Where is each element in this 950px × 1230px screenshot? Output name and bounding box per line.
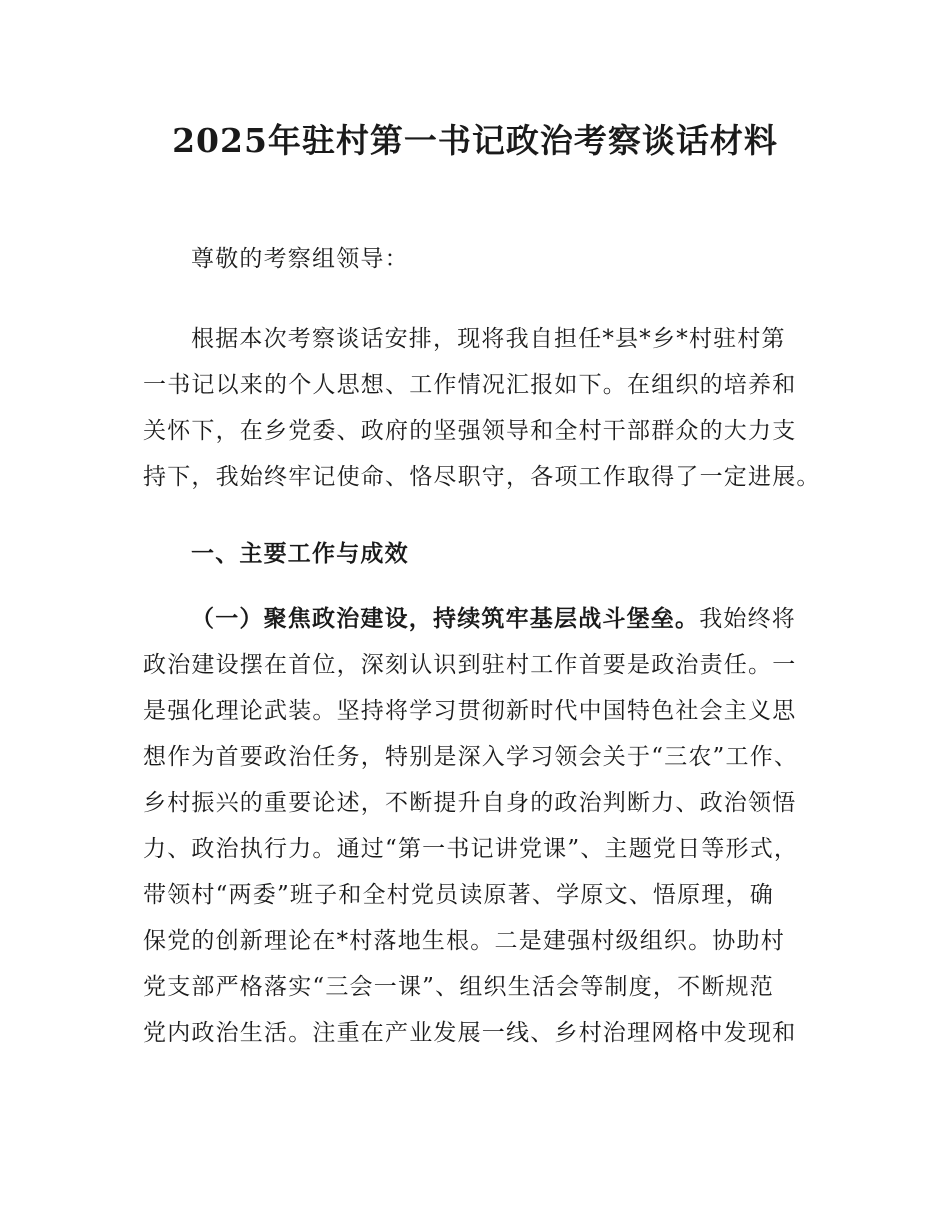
document-title: 2025年驻村第一书记政治考察谈话材料 — [172, 121, 778, 160]
subsection-paragraph — [143, 596, 833, 1056]
subsection-line: 想作为首要政治任务，特别是深入学习领会关于“三农”工作、 — [143, 744, 799, 770]
subsection-lead: （一）聚焦政治建设，持续筑牢基层战斗堡垒。 — [191, 606, 700, 632]
intro-line: 根据本次考察谈话安排，现将我自担任*县*乡*村驻村第 — [191, 326, 786, 352]
subsection-line: 力、政治执行力。通过“第一书记讲党课”、主题党日等形式， — [143, 836, 799, 862]
section-heading: 一、主要工作与成效 — [191, 541, 409, 567]
subsection-line: 带领村“两委”班子和全村党员读原著、学原文、悟原理，确 — [143, 882, 774, 908]
subsection-line: 党内政治生活。注重在产业发展一线、乡村治理网格中发现和 — [143, 1020, 797, 1046]
subsection-line: 保党的创新理论在*村落地生根。二是建强村级组织。协助村 — [143, 928, 785, 954]
intro-line: 一书记以来的个人思想、工作情况汇报如下。在组织的培养和 — [143, 372, 797, 398]
salutation-line: 尊敬的考察组领导： — [191, 246, 409, 272]
subsection-line: 党支部严格落实“三会一课”、组织生活会等制度，不断规范 — [143, 974, 774, 1000]
subsection-first-line — [143, 596, 833, 642]
intro-line: 关怀下，在乡党委、政府的坚强领导和全村干部群众的大力支 — [143, 418, 797, 444]
intro-line: 持下，我始终牢记使命、恪尽职守，各项工作取得了一定进展。 — [143, 464, 821, 490]
subsection-line: 乡村振兴的重要论述，不断提升自身的政治判断力、政治领悟 — [143, 790, 797, 816]
section-heading-block — [143, 531, 833, 577]
intro-paragraph — [143, 316, 833, 500]
subsection-lead-tail: 我始终将 — [699, 606, 797, 632]
subsection-line: 是强化理论武装。坚持将学习贯彻新时代中国特色社会主义思 — [143, 698, 797, 724]
subsection-line: 政治建设摆在首位，深刻认识到驻村工作首要是政治责任。一 — [143, 652, 797, 678]
salutation — [143, 236, 833, 282]
